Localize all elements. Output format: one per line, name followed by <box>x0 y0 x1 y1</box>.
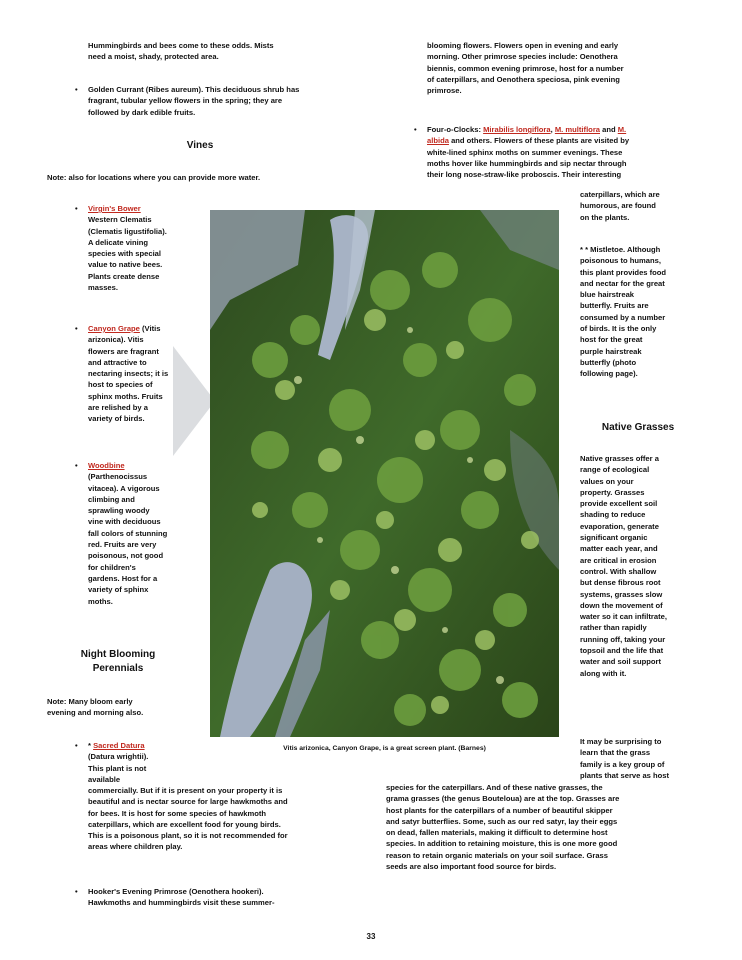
text-line: biennis, common evening primrose, host for a number <box>427 63 624 73</box>
text-line: caterpillars, which are excellent food for young birds. <box>88 819 281 829</box>
bullet: • <box>75 204 78 213</box>
text-span: (Vitis <box>139 324 161 333</box>
vines-heading: Vines <box>186 140 214 151</box>
text-line: butterfly. Fruits are <box>580 301 649 311</box>
night-blooming-note <box>47 696 207 719</box>
text-span: , <box>550 125 555 134</box>
text-line: evaporation, generate <box>580 521 659 531</box>
text-line: Western Clematis <box>88 215 152 225</box>
text-line: vine with deciduous <box>88 517 161 527</box>
text-line: poisonous to humans, <box>580 256 661 266</box>
text-line: available <box>88 774 121 784</box>
text-line: and satyr butterflies. Some, such as our red satyr, lay their eggs <box>386 816 618 826</box>
bullet: • <box>75 461 78 470</box>
text-line: vitacea). A vigorous <box>88 483 160 493</box>
text-line: family is a key group of <box>580 759 665 769</box>
text-line: along with it. <box>580 668 627 678</box>
page-number: 33 <box>366 932 376 941</box>
text-line: species for the caterpillars. And of these native grasses, the <box>386 783 603 792</box>
text-line: nectaring insects; it is <box>88 369 169 379</box>
text-span: and others. Flowers of these plants are visited by <box>448 136 630 146</box>
text-line: flowers are fragrant <box>88 346 159 356</box>
bullet: • <box>414 125 417 134</box>
woodbine-link[interactable]: Woodbine <box>88 461 125 470</box>
grasses-host-wide <box>386 782 706 872</box>
text-line: host for the great <box>580 335 643 345</box>
text-line: plants that serve as host <box>580 770 670 780</box>
heading-line: Perennials <box>92 663 144 674</box>
text-line: topsoil and the life that <box>580 646 664 656</box>
canyon-grape-photo <box>210 210 559 737</box>
m-albida-link-continued[interactable]: albida <box>427 136 449 146</box>
text-line: humorous, are found <box>580 201 656 211</box>
grasses-host-narrow <box>580 736 705 781</box>
text-line: water and soil support <box>580 657 662 667</box>
text-line: commercially. But if it is present on your property it is <box>88 786 283 795</box>
mistletoe-item <box>580 244 700 380</box>
text-line: gardens. Host for a <box>88 573 158 583</box>
text-line: moths hover like hummingbirds and sip nectar through <box>427 158 627 168</box>
golden-currant-item <box>75 84 360 118</box>
text-line: learn that the grass <box>580 748 651 758</box>
text-line: areas where children play. <box>88 842 183 852</box>
text-line: Note: Many bloom early <box>47 697 133 706</box>
text-line: This is a poisonous plant, so it is not recommended for <box>88 831 288 841</box>
text-line: of caterpillars, and Oenothera speciosa, pink evening <box>427 74 620 84</box>
intro-paragraph <box>88 40 358 63</box>
text-line: climbing and <box>88 494 135 504</box>
bullet: • <box>75 85 78 94</box>
virgins-bower-link[interactable]: Virgin's Bower <box>88 204 141 213</box>
text-line: are relished by a <box>88 403 148 413</box>
text-line: sprawling woody <box>88 506 150 516</box>
virgins-bower-item <box>75 203 206 293</box>
text-line: morning. Other primrose species include: Oenothera <box>427 52 618 62</box>
text-line: primrose. <box>427 86 462 96</box>
photo-caption: Vitis arizonica, Canyon Grape, is a great screen plant. (Barnes) <box>283 745 486 752</box>
text-line: It may be surprising to <box>580 737 662 746</box>
text-line: significant organic <box>580 533 648 543</box>
text-line: This plant is not <box>88 763 147 773</box>
text-line: water so it can infiltrate, <box>580 612 667 622</box>
text-line: Hawkmoths and hummingbirds visit these summer- <box>88 898 275 908</box>
text-span: and <box>600 125 618 134</box>
text-line: on the plants. <box>580 212 630 222</box>
native-grasses-paragraph <box>580 453 705 679</box>
text-line: are critical in erosion <box>580 555 657 565</box>
text-line: on dead, fallen materials, making it difficult to determine host <box>386 828 608 838</box>
text-line: need a moist, shady, protected area. <box>88 52 219 62</box>
text-line: but dense fibrous root <box>580 578 661 588</box>
text-line: blooming flowers. Flowers open in evening and early <box>427 41 619 50</box>
text-line: Hooker's Evening Primrose (Oenothera hookeri). <box>88 887 264 896</box>
text-line: species with special <box>88 249 162 259</box>
primrose-continued <box>427 40 697 96</box>
text-line: host to species of <box>88 380 153 390</box>
text-line: red. Fruits are very <box>88 540 157 550</box>
text-line: host plants for the caterpillars of a number of beautiful skipper <box>386 805 613 815</box>
text-line: arizonica). Vitis <box>88 335 144 345</box>
sacred-datura-link[interactable]: Sacred Datura <box>93 741 145 750</box>
vine-photo-image <box>210 210 559 737</box>
text-line: masses. <box>88 283 118 293</box>
canyon-grape-link[interactable]: Canyon Grape <box>88 324 140 333</box>
text-line: reason to retain organic materials on your soil surface. Grass <box>386 850 608 860</box>
text-line: sphinx moths. Fruits <box>88 391 163 401</box>
text-line: and nectar for the great <box>580 278 665 288</box>
text-span: * <box>88 741 94 750</box>
text-line: property. Grasses <box>580 487 645 497</box>
chevron-arrow-icon <box>173 346 215 456</box>
mirabilis-longiflora-link[interactable]: Mirabilis longiflora <box>483 125 551 134</box>
text-line: systems, grasses slow <box>580 589 663 599</box>
text-line: A delicate vining <box>88 237 149 247</box>
text-line: fall colors of stunning <box>88 528 168 538</box>
sacred-datura-item <box>75 740 206 785</box>
text-line: Golden Currant (Ribes aureum). This deciduous shrub has <box>88 85 300 94</box>
text-line: (Datura wrightii). <box>88 752 149 762</box>
text-line: their long nose-straw-like proboscis. Their interesting <box>427 170 622 180</box>
text-line: followed by dark edible fruits. <box>88 107 196 117</box>
text-line: this plant provides food <box>580 267 667 277</box>
hookers-primrose-item <box>75 886 360 909</box>
text-line: running off, taking your <box>580 634 666 644</box>
sacred-datura-continued <box>88 785 370 853</box>
text-line: butterfly (photo <box>580 357 637 367</box>
text-line: caterpillars, which are <box>580 190 660 199</box>
text-line: seeds are also important food source for birds. <box>386 862 557 872</box>
text-line: matter each year, and <box>580 544 658 554</box>
text-line: purple hairstreak <box>580 346 642 356</box>
four-oclocks-item <box>414 124 702 180</box>
text-line: range of ecological <box>580 465 650 475</box>
text-line: down the movement of <box>580 600 663 610</box>
text-line: and attractive to <box>88 357 147 367</box>
text-line: white-lined sphinx moths on summer evenings. These <box>427 147 623 157</box>
text-line: poisonous, not good <box>88 551 164 561</box>
vines-note: Note: also for locations where you can provide more water. <box>47 173 261 182</box>
text-line: variety of sphinx <box>88 585 149 595</box>
text-line: following page). <box>580 369 638 379</box>
text-line: for bees. It is host for some species of hawkmoth <box>88 808 267 818</box>
woodbine-item <box>75 460 206 607</box>
text-line: variety of birds. <box>88 414 145 424</box>
text-line: rather than rapidly <box>580 623 647 633</box>
bullet: • <box>75 887 78 896</box>
text-line: moths. <box>88 596 113 606</box>
text-span: Four-o-Clocks: <box>427 125 484 134</box>
native-grasses-heading: Native Grasses <box>601 422 675 433</box>
text-line: Hummingbirds and bees come to these odds. Mists <box>88 41 274 50</box>
m-albida-link[interactable]: M. <box>617 125 627 134</box>
text-line: value to native bees. <box>88 260 163 270</box>
text-line: provide excellent soil <box>580 499 658 509</box>
text-line: beautiful and is nectar source for large hawkmoths and <box>88 797 288 807</box>
four-oclocks-narrow <box>580 189 700 223</box>
text-line: grama grasses (the genus Bouteloua) are at the top. Grasses are <box>386 794 620 804</box>
text-line: species. In addition to retaining moisture, this is one more good <box>386 839 618 849</box>
text-line: Native grasses offer a <box>580 454 659 463</box>
text-line: fragrant, tubular yellow flowers in the spring; they are <box>88 96 283 106</box>
night-blooming-heading <box>58 648 178 676</box>
text-line: evening and morning also. <box>47 708 144 718</box>
text-line: (Clematis ligustifolia). <box>88 226 167 236</box>
text-line: shading to reduce <box>580 510 646 520</box>
text-line: values on your <box>580 476 634 486</box>
bullet: • <box>75 324 78 333</box>
text-line: (Parthenocissus <box>88 472 148 482</box>
text-line: consumed by a number <box>580 312 666 322</box>
text-line: control. With shallow <box>580 566 657 576</box>
text-line: for children's <box>88 562 136 572</box>
bullet: • <box>75 741 78 750</box>
m-multiflora-link[interactable]: M. multiflora <box>554 125 600 134</box>
text-line: Plants create dense <box>88 271 160 281</box>
text-line: blue hairstreak <box>580 290 635 300</box>
text-line: * * Mistletoe. Although <box>580 245 661 254</box>
text-line: of birds. It is the only <box>580 324 657 334</box>
heading-line: Night Blooming <box>80 649 156 660</box>
